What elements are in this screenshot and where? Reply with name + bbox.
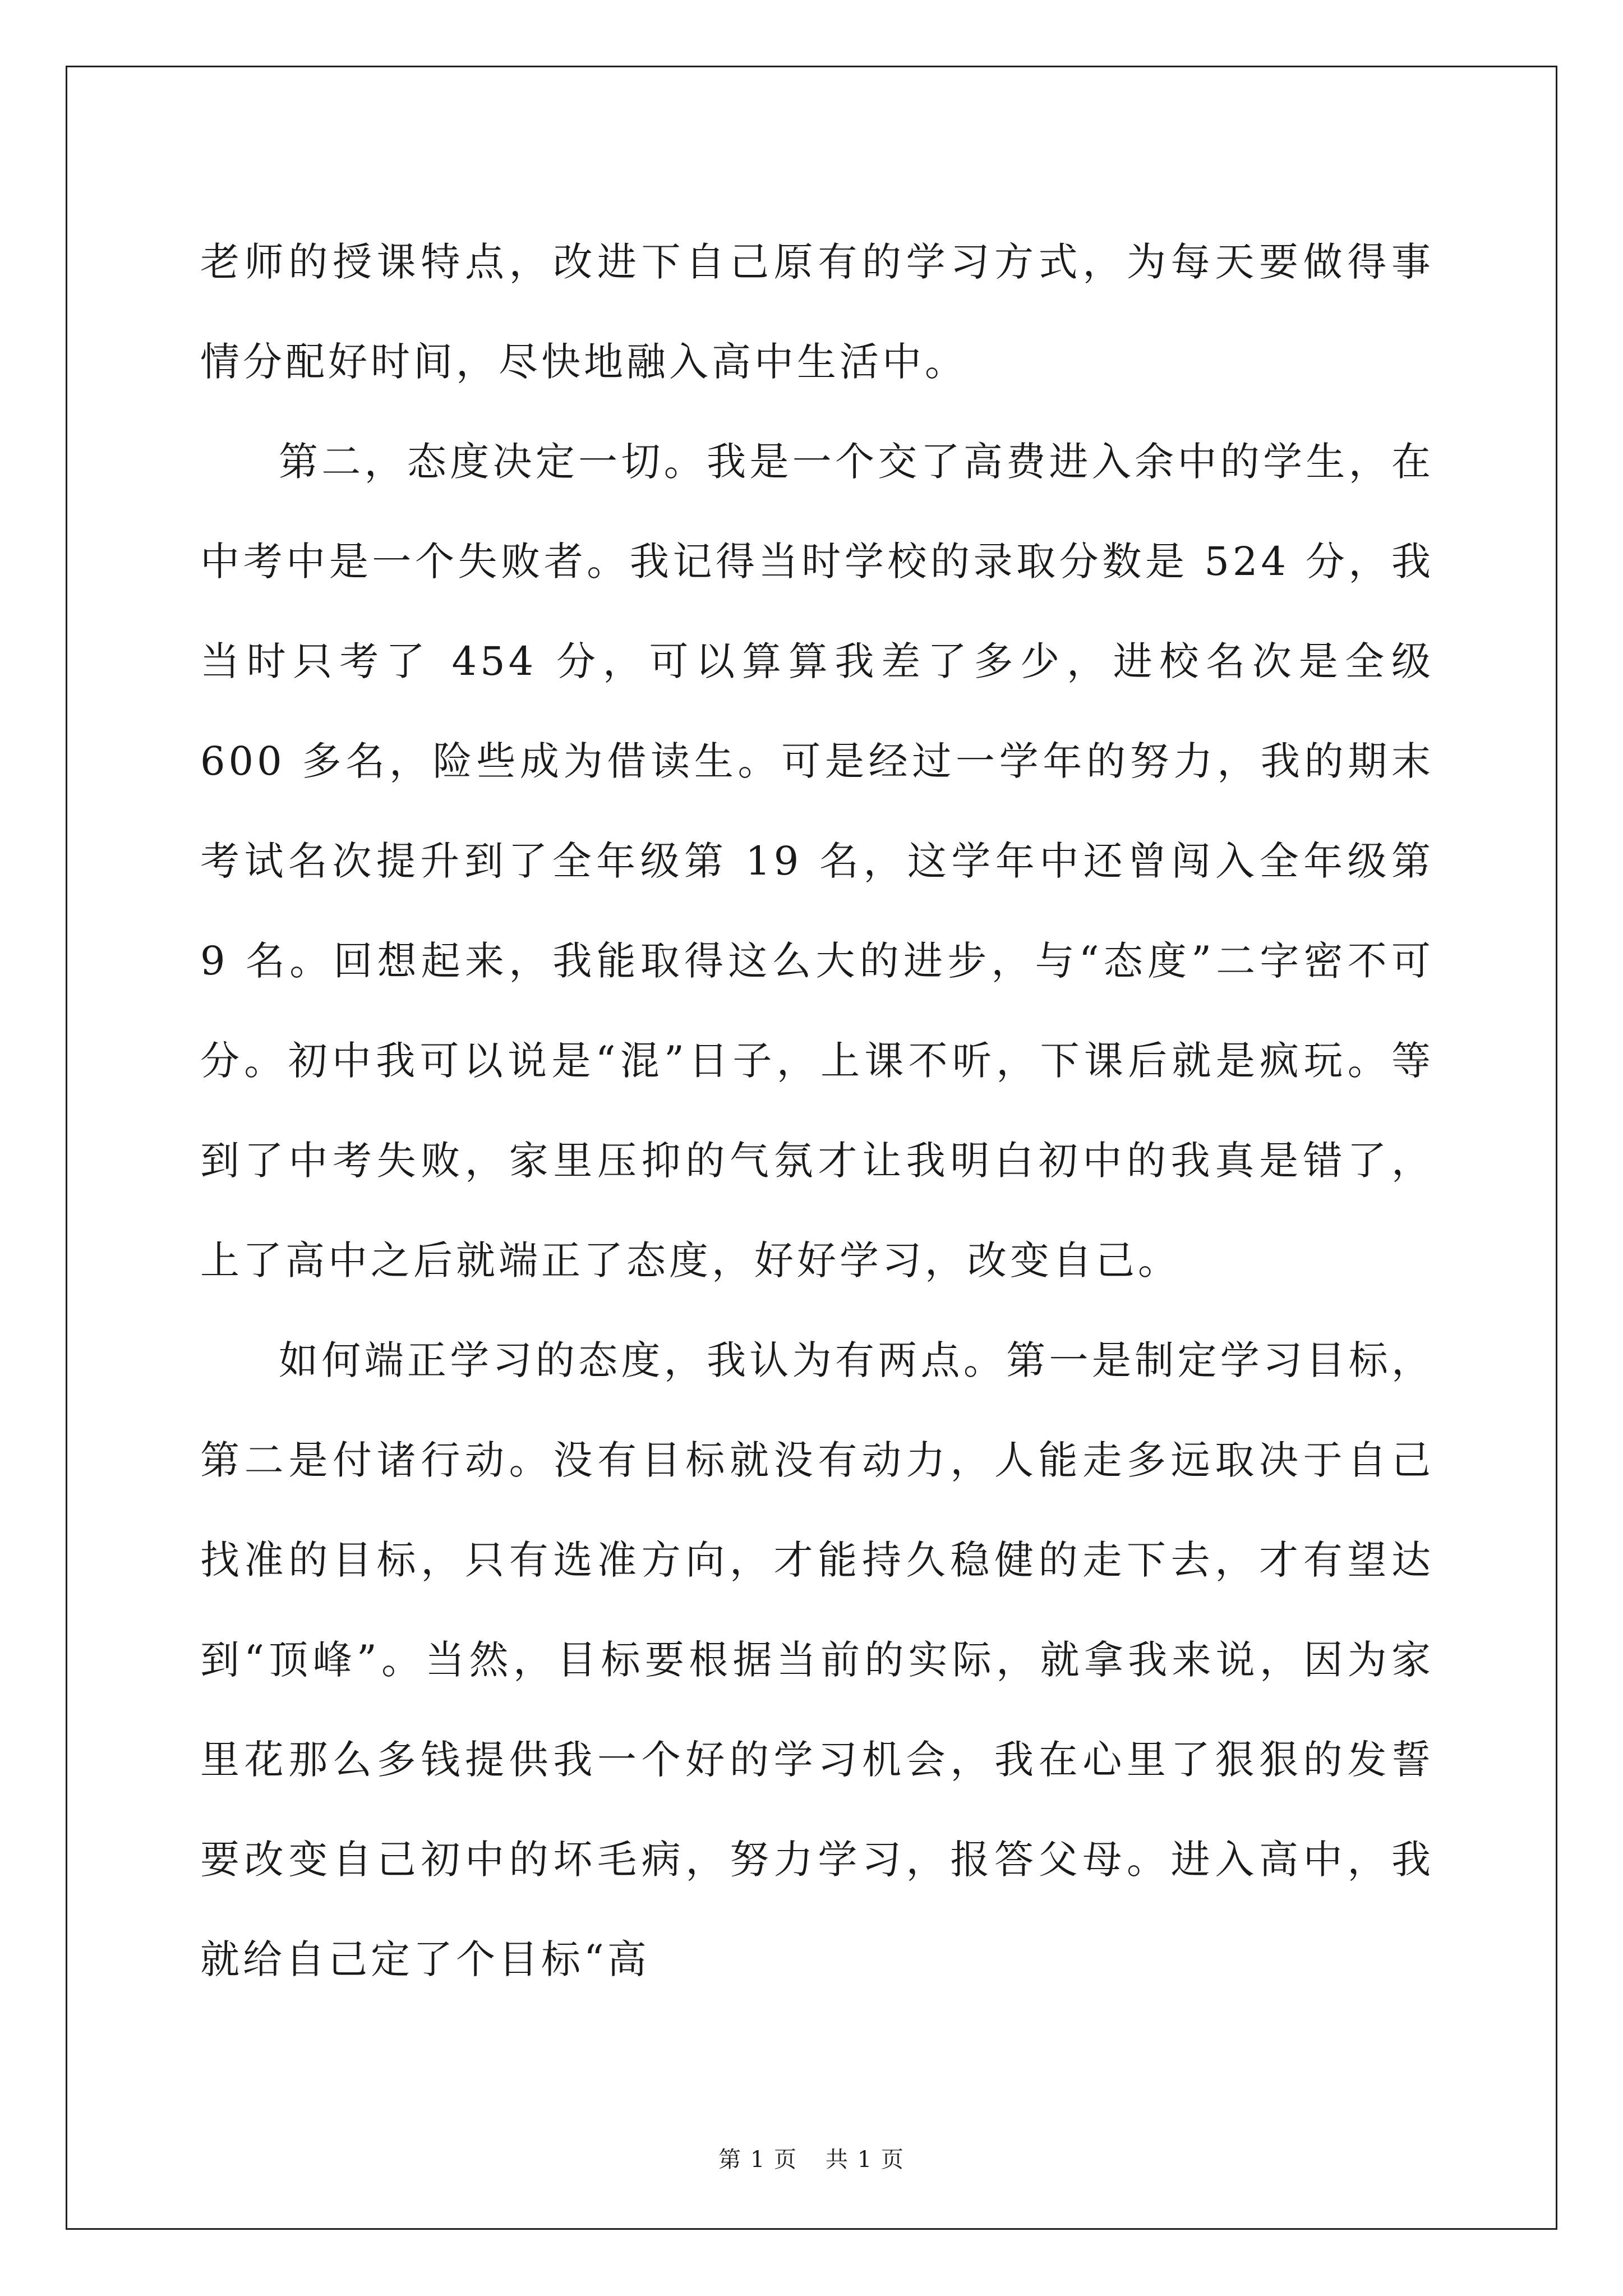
page-number: 第 1 页 (718, 2147, 797, 2173)
paragraph-1: 老师的授课特点，改进下自己原有的学习方式，为每天要做得事情分配好时间，尽快地融入高中生活中。 (200, 239, 1434, 385)
paragraph-3: 如何端正学习的态度，我认为有两点。第一是制定学习目标，第二是付诸行动。没有目标就没有动力，人能走多远取决于自己找准的目标，只有选准方向，才能持久稳健的走下去，才有望达到“顶峰”。当然，目标要根据当前的实际，就拿我来说，因为家里花那么多钱提供我一个好的学习机会，我在心里了狠狠的发誓要改变自己初中的坏毛病，努力学习，报答父母。进入高中，我就给自己定了个目标“高 (200, 1337, 1434, 1982)
paragraph-2: 第二，态度决定一切。我是一个交了高费进入余中的学生，在中考中是一个失败者。我记得当时学校的录取分数是 524 分，我当时只考了 454 分，可以算算我差了多少，进校名次是全级 600 多名，险些成为借读生。可是经过一学年的努力，我的期末考试名次提升到了全年级第 19 名，这学年中还曾闯入全年级第 9 名。回想起来，我能取得这么大的进步，与“态度”二字密不可分。初中我可以说是“混”日子，上课不听，下课后就是疯玩。等到了中考失败，家里压抑的气氛才让我明白初中的我真是错了，上了高中之后就端正了态度，好好学习，改变自己。 (200, 439, 1434, 1283)
page-footer (0, 2142, 1623, 2174)
document-body (200, 212, 1434, 2009)
page-total: 共 1 页 (826, 2147, 905, 2173)
